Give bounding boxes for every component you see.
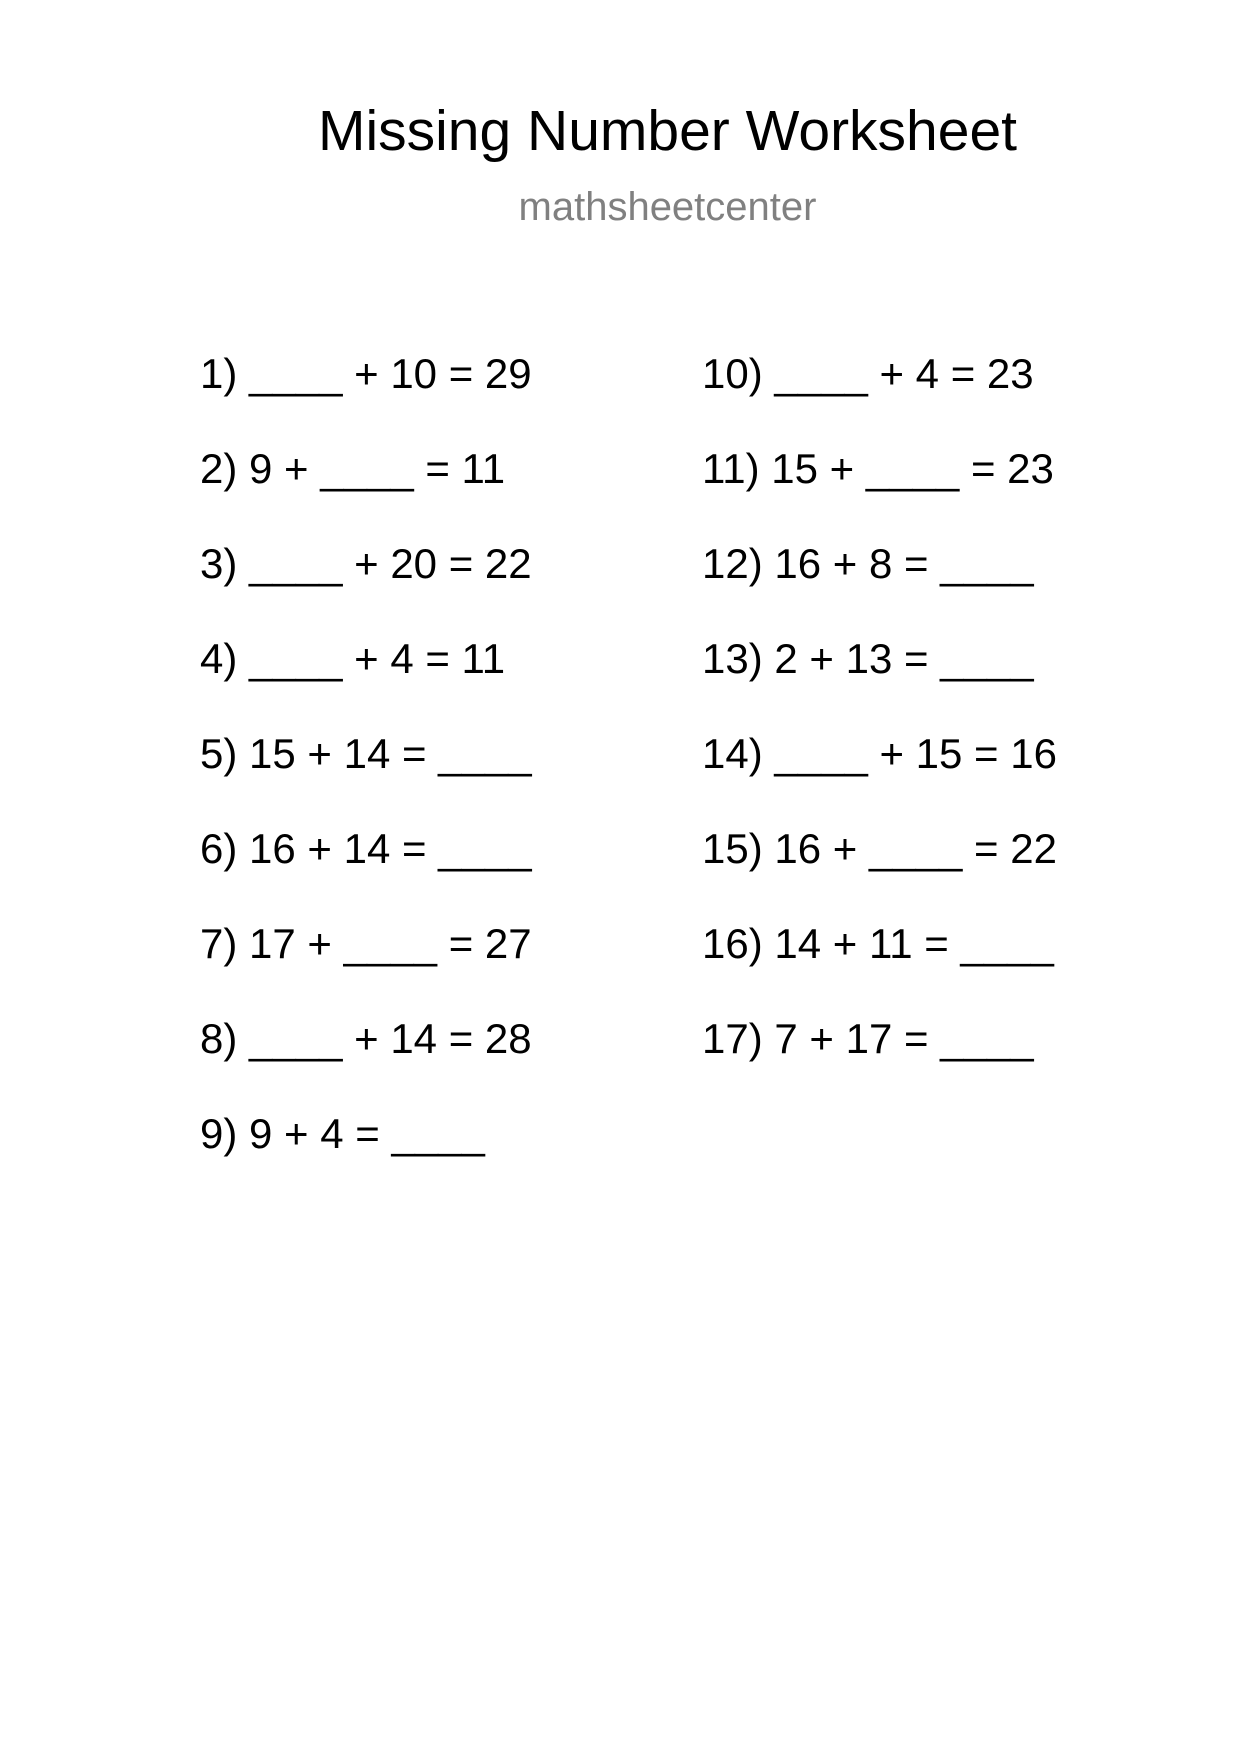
problem-4: 4) ____ + 4 = 11 <box>200 635 506 682</box>
page-subtitle: mathsheetcenter <box>518 185 817 229</box>
problem-13: 13) 2 + 13 = ____ <box>702 635 1034 682</box>
problem-1: 1) ____ + 10 = 29 <box>200 350 532 397</box>
problems-right-column <box>702 350 1057 1110</box>
page-title: Missing Number Worksheet <box>317 99 1017 163</box>
problem-17: 17) 7 + 17 = ____ <box>702 1015 1034 1062</box>
problem-12: 12) 16 + 8 = ____ <box>702 540 1034 587</box>
problem-6: 6) 16 + 14 = ____ <box>200 825 532 872</box>
problem-7: 7) 17 + ____ = 27 <box>200 920 532 967</box>
problems-left-column <box>200 350 532 1205</box>
problem-2: 2) 9 + ____ = 11 <box>200 445 506 492</box>
problem-9: 9) 9 + 4 = ____ <box>200 1110 485 1157</box>
problem-16: 16) 14 + 11 = ____ <box>702 920 1054 967</box>
problem-15: 15) 16 + ____ = 22 <box>702 825 1057 872</box>
problem-10: 10) ____ + 4 = 23 <box>702 350 1034 397</box>
problem-14: 14) ____ + 15 = 16 <box>702 730 1057 777</box>
problem-11: 11) 15 + ____ = 23 <box>702 445 1054 492</box>
problem-8: 8) ____ + 14 = 28 <box>200 1015 532 1062</box>
problem-3: 3) ____ + 20 = 22 <box>200 540 532 587</box>
problem-5: 5) 15 + 14 = ____ <box>200 730 532 777</box>
